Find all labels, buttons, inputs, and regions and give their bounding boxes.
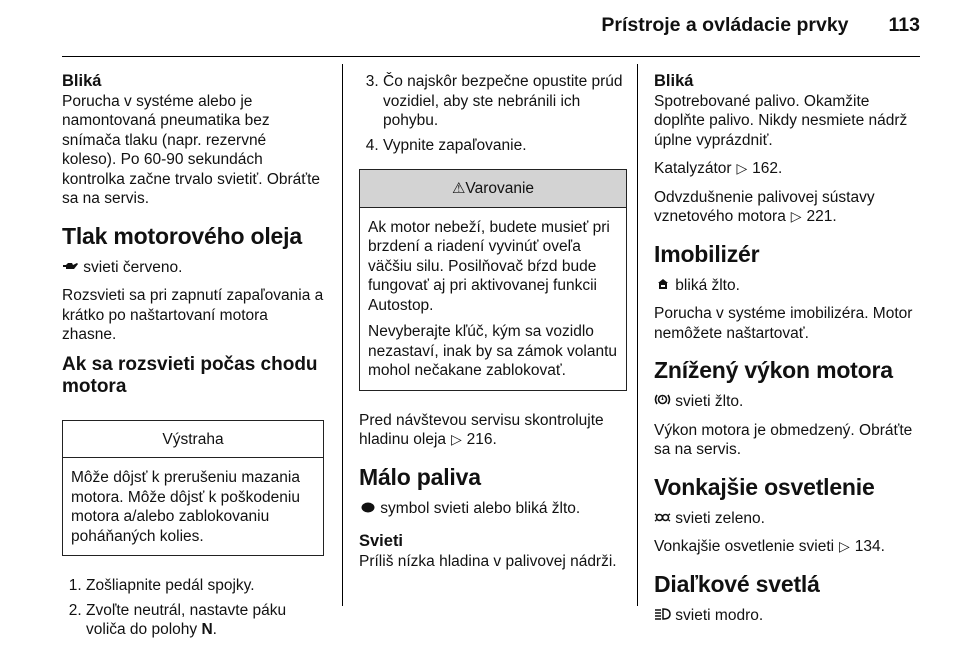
high-beam-heading: Diaľkové svetlá [654,570,820,597]
steps-list-continued [359,72,627,155]
list-item: 3. Čo najskôr bezpečne opustite prúd vozidiel, aby ste nebránili ich pohybu. [383,72,627,131]
svieti-text: Príliš nízka hladina v palivovej nádrži. [359,552,617,570]
page-title: Prístroje a ovládacie prvky [601,14,849,36]
blika-heading: Bliká [62,72,102,90]
warning-body [360,208,626,390]
column-3 [654,72,922,634]
list-item: 4. Vypnite zapaľovanie. [383,136,627,156]
caution-title: Výstraha [63,421,323,459]
oil-pressure-heading: Tlak motorového oleja [62,222,302,249]
low-fuel-heading: Málo paliva [359,463,481,490]
warning-paragraph: Nevyberajte kľúč, kým sa vozidlo nezastaví, inak by sa zámok volantu mohol nečakane zablokovať. [368,323,617,379]
gear-position: N [201,621,213,638]
immobilizer-status-text: bliká žlto. [671,276,740,294]
oil-status-text: svieti červeno. [79,258,183,276]
list-item: 1. Zošliapnite pedál spojky. [86,576,324,596]
caution-box [62,420,324,557]
blika-text: Porucha v systéme alebo je namontovaná pneumatika bez snímača tlaku (napr. rezervné koleso). Po 60-90 sekundách kontrolka začne trvalo svietiť. Obráťte sa na servis. [62,92,321,207]
highbeam-status [654,606,922,626]
high-beam-icon [654,606,671,626]
key-lock-icon [654,276,671,296]
exterior-status [654,509,922,529]
power-status [654,392,922,412]
immobilizer-heading: Imobilizér [654,240,760,267]
exterior-lights-heading: Vonkajšie osvetlenie [654,473,875,500]
svieti-heading: Svieti [359,532,404,550]
warning-box [359,169,627,391]
engine-power-icon [654,392,671,412]
page-reference-icon: ▷ [736,160,748,176]
step-text-end: . [212,621,217,638]
service-text [359,411,627,450]
immobilizer-status [654,276,922,296]
blika-text: Spotrebované palivo. Okamžite doplňte palivo. Nikdy nesmiete nádrž úplne vyprázdniť. [654,92,908,149]
header-rule [62,56,920,57]
page-header [62,14,920,37]
blika-heading: Bliká [654,72,694,90]
service-ref[interactable]: 216. [466,431,497,448]
page-reference-icon: ▷ [450,431,462,447]
steps-list [62,576,324,640]
power-text: Výkon motora je obmedzený. Obráťte sa na servis. [654,421,913,458]
fuel-lamp-icon [359,499,376,519]
exterior-light-icon [654,509,671,529]
warning-title: Varovanie [465,180,535,197]
caution-body: Môže dôjsť k prerušeniu mazania motora. Môže dôjsť k poškodeniu motora a/alebo zablokovaniu poháňaných kolies. [71,469,300,545]
highbeam-status-text: svieti modro. [671,606,764,624]
blika-section-2 [654,72,922,150]
column-2 [359,72,627,571]
step-text: Zvoľte neutrál, nastavte páku voliča do polohy [86,601,287,638]
immobilizer-text: Porucha v systéme imobilizéra. Motor nemôžete naštartovať. [654,305,913,342]
bleed-ref [654,188,922,227]
running-engine-heading: Ak sa rozsvieti počas chodu motora [62,353,318,397]
page-number: 113 [888,14,920,36]
exterior-status-text: svieti zeleno. [671,509,765,527]
fuel-status [359,499,627,519]
exterior-text-body: Vonkajšie osvetlenie svieti [654,538,839,555]
bleed-text: Odvzdušnenie palivovej sústavy vznetového motora [654,188,875,225]
page-reference-icon: ▷ [790,208,802,224]
warning-paragraph: Ak motor nebeží, budete musieť pri brzdení a riadení vyvinúť oveľa väčšiu silu. Posilňovač bŕzd bude fungovať aj pri aktivovanej funkcii Autostop. [368,218,610,314]
blika-section [62,72,324,209]
column-divider [342,64,343,606]
column-1 [62,72,324,656]
bleed-page[interactable]: 221. [806,208,837,225]
warning-header [360,170,626,208]
oil-can-icon [62,258,79,278]
catalyst-text: Katalyzátor [654,160,736,177]
service-text-body: Pred návštevou servisu skontrolujte hladinu oleja [359,411,604,448]
power-status-text: svieti žlto. [671,393,744,410]
oil-status [62,258,324,278]
reduced-power-heading: Znížený výkon motora [654,357,893,383]
catalyst-ref [654,159,922,179]
fuel-status-text: symbol svieti alebo bliká žlto. [376,499,581,517]
list-item [86,601,324,640]
exterior-page[interactable]: 134. [854,538,885,555]
page-reference-icon: ▷ [839,538,850,554]
catalyst-page[interactable]: 162. [752,160,783,177]
warning-triangle-icon: ⚠ [451,180,466,197]
exterior-text [654,537,922,557]
oil-text: Rozsvieti sa pri zapnutí zapaľovania a krátko po naštartovaní motora zhasne. [62,287,324,343]
column-divider [637,64,638,606]
